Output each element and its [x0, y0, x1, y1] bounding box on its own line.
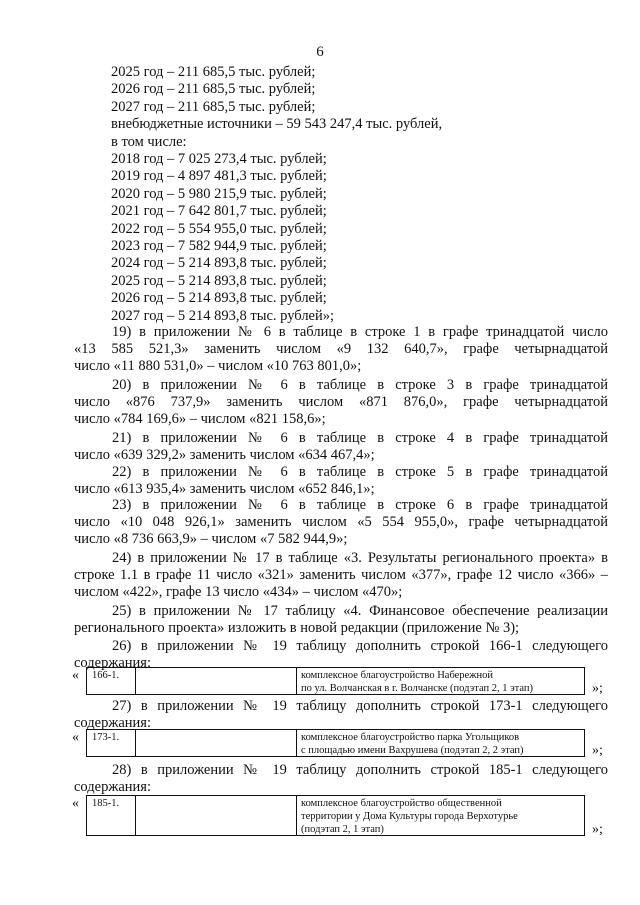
budget-line: 2027 год – 5 214 893,8 тыс. рублей»;: [111, 307, 335, 324]
empty-cell: [136, 796, 297, 835]
paragraph-line: число «639 329,2» заменить числом «634 467,4»;: [74, 447, 375, 463]
paragraph-line: 25) в приложении № 17 таблицу «4. Финансовое обеспечение реализации: [112, 603, 608, 619]
budget-line: 2018 год – 7 025 273,4 тыс. рублей;: [111, 151, 327, 167]
paragraph-line: содержания:: [74, 779, 152, 795]
close-quote: »;: [592, 822, 603, 837]
amendment-paragraph: [74, 550, 608, 601]
budget-line: 2023 год – 7 582 944,9 тыс. рублей;: [111, 238, 327, 254]
open-quote: «: [72, 796, 79, 811]
paragraph-line: регионального проекта» изложить в новой редакции (приложение № 3);: [74, 620, 520, 636]
description-cell: [297, 796, 584, 835]
budget-line: 2022 год – 5 554 955,0 тыс. рублей;: [111, 220, 327, 237]
paragraph-line: 27) в приложении № 19 таблицу дополнить строкой 173-1 следующего: [112, 698, 608, 714]
amendment-paragraph: [74, 698, 608, 732]
paragraph-line: 28) в приложении № 19 таблицу дополнить строкой 185-1 следующего: [112, 762, 608, 778]
row-number-cell: 185-1.: [87, 796, 136, 835]
budget-line: 2019 год – 4 897 481,3 тыс. рублей;: [111, 168, 327, 185]
paragraph-line: 23) в приложении № 6 в таблице в строке 6 в графе тринадцатой: [112, 497, 608, 513]
paragraph-line: числом «422», графе 13 число «434» – числом «470»;: [74, 584, 403, 600]
open-quote: «: [72, 730, 79, 745]
row-number-cell: 166-1.: [87, 668, 136, 694]
amendment-paragraph: [74, 377, 608, 428]
open-quote: «: [72, 668, 79, 683]
paragraph-line: число «784 169,6» – числом «821 158,6»;: [74, 411, 326, 427]
amendment-paragraph: [74, 762, 608, 796]
paragraph-line: число «10 048 926,1» заменить числом «5 554 955,0», графе четырнадцатой: [74, 514, 608, 530]
paragraph-line: 22) в приложении № 6 в таблице в строке 5 в графе тринадцатой: [112, 464, 608, 480]
paragraph-line: 26) в приложении № 19 таблицу дополнить строкой 166-1 следующего: [112, 638, 608, 654]
paragraph-line: число «876 737,9» заменить числом «871 876,0», графе четырнадцатой: [74, 394, 608, 410]
table-row: [86, 795, 585, 836]
close-quote: »;: [592, 681, 603, 696]
paragraph-line: 24) в приложении № 17 в таблице «3. Результаты регионального проекта» в: [112, 550, 608, 566]
paragraph-line: число «613 935,4» заменить числом «652 846,1»;: [74, 481, 375, 497]
budget-line: 2026 год – 5 214 893,8 тыс. рублей;: [111, 290, 327, 307]
empty-cell: [136, 730, 297, 756]
amendment-paragraph: [74, 603, 608, 637]
description-cell: [297, 668, 584, 694]
paragraph-line: число «11 880 531,0» – числом «10 763 801,0»;: [74, 358, 362, 374]
paragraph-line: 21) в приложении № 6 в таблице в строке 4 в графе тринадцатой: [112, 430, 608, 446]
amendment-paragraph: [74, 497, 608, 548]
description-line: с площадью имени Вахрушева (подэтап 2, 2 этап): [301, 745, 524, 756]
description-line: по ул. Волчанская в г. Волчанске (подэтап 2, 1 этап): [301, 683, 533, 694]
budget-line: в том числе:: [111, 133, 187, 150]
empty-cell: [136, 668, 297, 694]
amendment-paragraph: [74, 430, 608, 464]
description-line: территории у Дома Культуры города Верхотурье: [301, 811, 518, 822]
paragraph-line: содержания:: [74, 715, 152, 731]
budget-line: 2021 год – 7 642 801,7 тыс. рублей;: [111, 203, 327, 220]
page-number: 6: [316, 44, 324, 60]
budget-line: 2026 год – 211 685,5 тыс. рублей;: [111, 81, 316, 98]
budget-line: 2024 год – 5 214 893,8 тыс. рублей;: [111, 255, 327, 272]
row-number-cell: 173-1.: [87, 730, 136, 756]
table-row: [86, 667, 585, 695]
paragraph-line: строке 1.1 в графе 11 число «321» заменить числом «377», графе 12 число «366» –: [74, 567, 608, 583]
budget-line: 2025 год – 5 214 893,8 тыс. рублей;: [111, 272, 327, 289]
paragraph-line: 20) в приложении № 6 в таблице в строке 3 в графе тринадцатой: [112, 377, 608, 393]
amendment-paragraph: [74, 464, 608, 498]
paragraph-line: число «8 736 663,9» – числом «7 582 944,9»;: [74, 531, 348, 547]
description-line: комплексное благоустройство общественной: [301, 798, 502, 809]
amendment-paragraph: [74, 324, 608, 375]
description-cell: [297, 730, 584, 756]
description-line: (подэтап 2, 1 этап): [301, 824, 384, 835]
paragraph-line: «13 585 521,3» заменить числом «9 132 640,7», графе четырнадцатой: [74, 341, 608, 357]
budget-line: 2025 год – 211 685,5 тыс. рублей;: [111, 64, 316, 80]
budget-line: внебюджетные источники – 59 543 247,4 тыс. рублей,: [111, 116, 443, 133]
description-line: комплексное благоустройство парка Угольщиков: [301, 732, 520, 743]
budget-line: 2027 год – 211 685,5 тыс. рублей;: [111, 98, 316, 115]
description-line: комплексное благоустройство Набережной: [301, 670, 493, 681]
close-quote: »;: [592, 743, 603, 758]
paragraph-line: 19) в приложении № 6 в таблице в строке 1 в графе тринадцатой число: [112, 324, 608, 340]
budget-line: 2020 год – 5 980 215,9 тыс. рублей;: [111, 185, 327, 202]
paragraph-line: содержания:: [74, 655, 152, 671]
table-row: [86, 729, 585, 757]
